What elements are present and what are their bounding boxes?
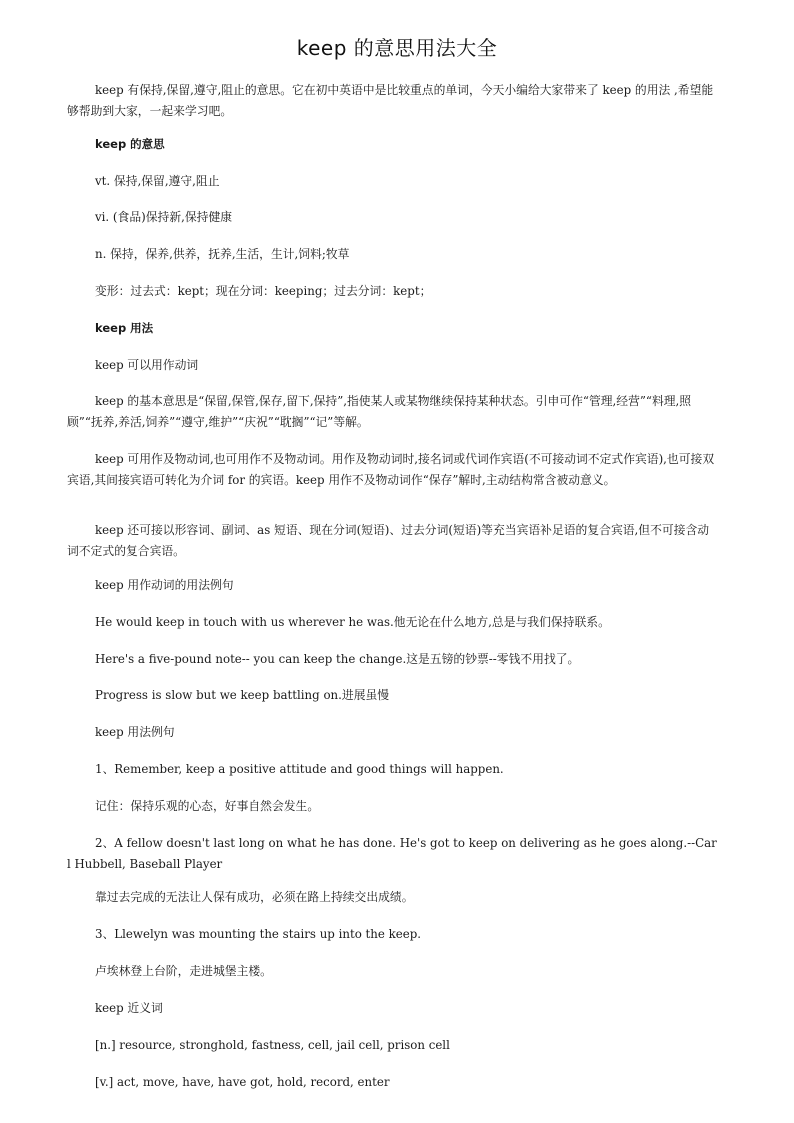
verb-example-3: Progress is slow but we keep battling on.进展虽慢 bbox=[95, 688, 390, 702]
page-title: keep 的意思用法大全 bbox=[296, 36, 498, 60]
intro-paragraph: keep 有保持,保留,遵守,阻止的意思。它在初中英语中是比较重点的单词，今天小编给大家带来了 keep 的用法 ,希望能够帮助到大家，一起来学习吧。 bbox=[67, 83, 714, 118]
meaning-vt: vt. 保持,保留,遵守,阻止 bbox=[95, 174, 220, 188]
examples-heading: keep 用法例句 bbox=[95, 725, 175, 739]
word-forms: 变形：过去式：kept；现在分词：keeping；过去分词：kept； bbox=[95, 284, 432, 298]
usage-heading: keep 用法 bbox=[95, 321, 154, 335]
usage-verb: keep 可以用作动词 bbox=[95, 358, 199, 372]
verb-example-2: Here's a five-pound note-- you can keep the change.这是五镑的钞票--零钱不用找了。 bbox=[95, 652, 580, 666]
example-3-chinese: 卢埃林登上台阶，走进城堡主楼。 bbox=[95, 964, 272, 978]
usage-transitive-paragraph: keep 可用作及物动词,也可用作不及物动词。用作及物动词时,接名词或代词作宾语(不可接动词不定式作宾语),也可接双宾语,其间接宾语可转化为介词 for 的宾语。keep 用作不及物动词作“保存”解时,主动结构常含被动意义。 bbox=[67, 452, 715, 487]
usage-complement-paragraph: keep 还可接以形容词、副词、as 短语、现在分词(短语)、过去分词(短语)等充当宾语补足语的复合宾语,但不可接含动词不定式的复合宾语。 bbox=[67, 523, 710, 558]
example-1-english: 1、Remember, keep a positive attitude and good things will happen. bbox=[95, 762, 504, 776]
synonyms-noun: [n.] resource, stronghold, fastness, cell, jail cell, prison cell bbox=[95, 1038, 450, 1052]
example-2-chinese: 靠过去完成的无法让人保有成功，必须在路上持续交出成绩。 bbox=[95, 890, 414, 904]
synonyms-verb: [v.] act, move, have, have got, hold, record, enter bbox=[95, 1075, 390, 1089]
meaning-vi: vi. (食品)保持新,保持健康 bbox=[95, 210, 233, 224]
verb-example-1: He would keep in touch with us wherever he was.他无论在什么地方,总是与我们保持联系。 bbox=[95, 615, 610, 629]
synonyms-heading: keep 近义词 bbox=[95, 1001, 163, 1015]
verb-examples-heading: keep 用作动词的用法例句 bbox=[95, 578, 234, 592]
meaning-n: n. 保持，保养,供养，抚养,生活，生计,饲料;牧草 bbox=[95, 247, 350, 261]
example-1-chinese: 记住：保持乐观的心态，好事自然会发生。 bbox=[95, 799, 320, 813]
example-3-english: 3、Llewelyn was mounting the stairs up into the keep. bbox=[95, 927, 422, 941]
meaning-heading: keep 的意思 bbox=[95, 137, 165, 151]
usage-basic-paragraph: keep 的基本意思是“保留,保管,保存,留下,保持”,指使某人或某物继续保持某种状态。引申可作“管理,经营”“料理,照顾”“抚养,养活,饲养”“遵守,维护”“庆祝”“耽搁”“记”等解。 bbox=[67, 394, 692, 429]
example-2-english: 2、A fellow doesn't last long on what he has done. He's got to keep on delivering as he goes along.--Carl Hubbell, Baseball Player bbox=[67, 836, 717, 871]
